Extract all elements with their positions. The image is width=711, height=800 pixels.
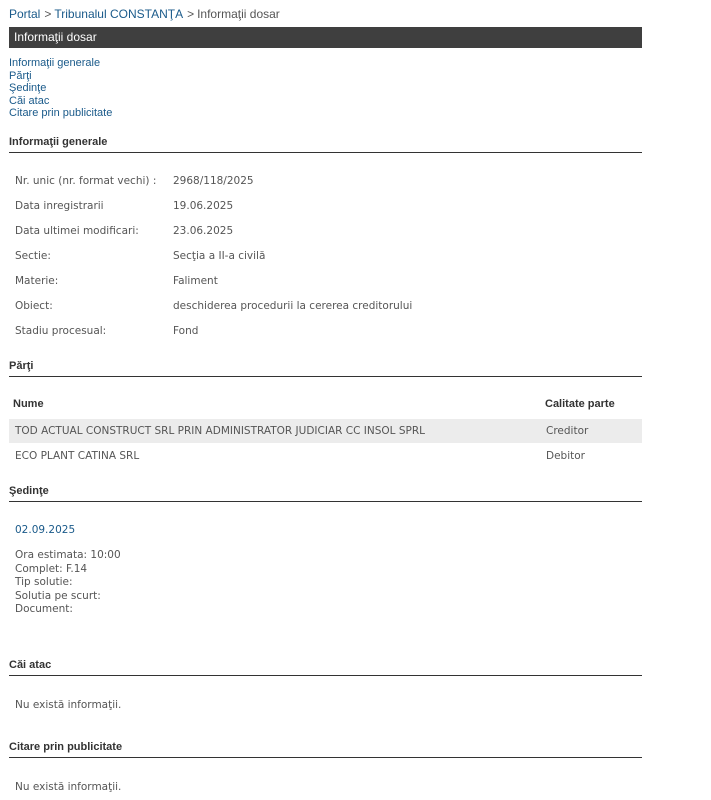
info-row-materie bbox=[15, 275, 218, 287]
nav-link-informatii-generale[interactable]: Informaţii generale bbox=[9, 57, 101, 69]
breadcrumb-separator: > bbox=[44, 7, 52, 21]
section-header-cai-atac: Căi atac bbox=[9, 658, 642, 676]
session-detail-solutia: Solutia pe scurt: bbox=[15, 589, 101, 602]
breadcrumb-separator: > bbox=[187, 7, 195, 21]
info-label: Materie: bbox=[15, 275, 59, 287]
info-value: Faliment bbox=[173, 275, 218, 287]
column-header-nume: Nume bbox=[13, 398, 44, 410]
party-name: ECO PLANT CATINA SRL bbox=[15, 450, 140, 462]
info-row-stadiu-procesual bbox=[15, 325, 198, 337]
info-label: Nr. unic (nr. format vechi) : bbox=[15, 175, 157, 187]
info-label: Obiect: bbox=[15, 300, 53, 312]
session-date: 02.09.2025 bbox=[15, 524, 76, 536]
info-row-sectie bbox=[15, 250, 265, 262]
breadcrumb-link-portal[interactable]: Portal bbox=[9, 7, 41, 21]
page-title: Informaţii dosar bbox=[9, 27, 642, 48]
nav-link-citare[interactable]: Citare prin publicitate bbox=[9, 107, 113, 119]
info-value: Fond bbox=[173, 325, 199, 337]
info-value: 23.06.2025 bbox=[173, 225, 234, 237]
info-value: deschiderea procedurii la cererea creditorului bbox=[173, 300, 413, 312]
breadcrumb bbox=[9, 7, 280, 21]
table-row bbox=[9, 444, 642, 468]
section-header-sedinte: Şedinţe bbox=[9, 484, 642, 502]
info-label: Data ultimei modificari: bbox=[15, 225, 139, 237]
session-details bbox=[15, 549, 121, 617]
session-detail-document: Document: bbox=[15, 603, 73, 615]
info-row-data-ultimei-modificari bbox=[15, 225, 233, 237]
info-value: Secţia a II-a civilă bbox=[173, 250, 266, 262]
session-detail-tip-solutie: Tip solutie: bbox=[15, 576, 73, 588]
nav-link-cai-atac[interactable]: Căi atac bbox=[9, 94, 50, 107]
info-row-obiect bbox=[15, 300, 412, 312]
info-row-data-inregistrarii bbox=[15, 200, 233, 212]
info-label: Sectie: bbox=[15, 250, 51, 262]
info-label: Data inregistrarii bbox=[15, 200, 104, 212]
section-nav bbox=[9, 57, 112, 120]
breadcrumb-link-tribunal[interactable]: Tribunalul CONSTANŢA bbox=[54, 7, 184, 21]
party-role: Debitor bbox=[546, 450, 585, 462]
info-value: 19.06.2025 bbox=[173, 200, 234, 212]
section-header-informatii-generale: Informaţii generale bbox=[9, 135, 642, 153]
info-row-nr-unic bbox=[15, 175, 254, 187]
cai-atac-empty-message: Nu există informaţii. bbox=[15, 699, 122, 711]
nav-link-parti[interactable]: Părţi bbox=[9, 69, 32, 82]
column-header-calitate: Calitate parte bbox=[545, 398, 615, 410]
session-detail-complet: Complet: F.14 bbox=[15, 562, 88, 575]
section-header-parti: Părţi bbox=[9, 359, 642, 377]
session-detail-ora: Ora estimata: 10:00 bbox=[15, 549, 121, 561]
info-value: 2968/118/2025 bbox=[173, 175, 254, 187]
section-header-citare: Citare prin publicitate bbox=[9, 740, 642, 758]
party-name: TOD ACTUAL CONSTRUCT SRL PRIN ADMINISTRATOR JUDICIAR CC INSOL SPRL bbox=[15, 425, 425, 437]
citare-empty-message: Nu există informaţii. bbox=[15, 781, 122, 793]
info-label: Stadiu procesual: bbox=[15, 325, 107, 337]
table-row bbox=[9, 419, 642, 443]
nav-link-sedinte[interactable]: Şedinţe bbox=[9, 82, 47, 94]
breadcrumb-current: Informaţii dosar bbox=[197, 7, 280, 21]
party-role: Creditor bbox=[546, 425, 589, 437]
